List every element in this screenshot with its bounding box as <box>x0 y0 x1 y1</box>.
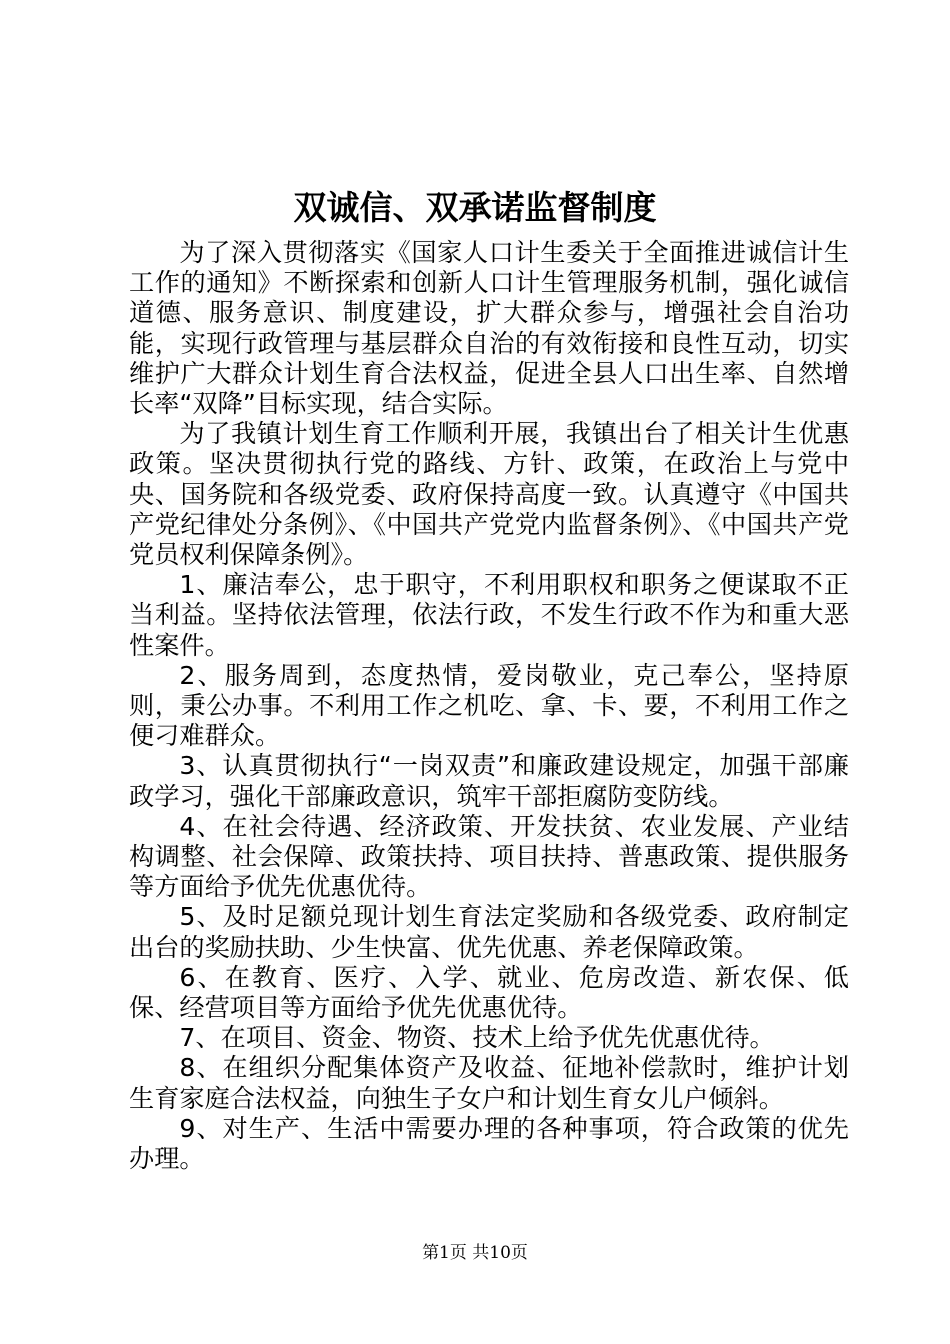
paragraph-item-5: 5、及时足额兑现计划生育法定奖励和各级党委、政府制定出台的奖励扶助、少生快富、优先优惠、养老保障政策。 <box>129 902 849 962</box>
paragraph-item-8: 8、在组织分配集体资产及收益、征地补偿款时，维护计划生育家庭合法权益，向独生子女户和计划生育女儿户倾斜。 <box>129 1053 849 1113</box>
document-title: 双诚信、双承诺监督制度 <box>293 188 657 227</box>
paragraph-item-7: 7、在项目、资金、物资、技术上给予优先优惠优待。 <box>179 1023 775 1053</box>
paragraph-intro: 为了深入贯彻落实《国家人口计生委关于全面推进诚信计生工作的通知》不断探索和创新人口计生管理服务机制，强化诚信道德、服务意识、制度建设，扩大群众参与，增强社会自治功能，实现行政管理与基层群众自治的有效衔接和良性互动，切实维护广大群众计划生育合法权益，促进全县人口出生率、自然增长率“双降”目标实现，结合实际。 <box>129 238 849 419</box>
paragraph-policy: 为了我镇计划生育工作顺利开展，我镇出台了相关计生优惠政策。坚决贯彻执行党的路线、方针、政策，在政治上与党中央、国务院和各级党委、政府保持高度一致。认真遵守《中国共产党纪律处分条例》、《中国共产党党内监督条例》、《中国共产党党员权利保障条例》。 <box>129 419 849 570</box>
document-body <box>129 238 849 1174</box>
paragraph-item-4: 4、在社会待遇、经济政策、开发扶贫、农业发展、产业结构调整、社会保障、政策扶持、项目扶持、普惠政策、提供服务等方面给予优先优惠优待。 <box>129 811 849 902</box>
paragraph-item-3: 3、认真贯彻执行“一岗双责”和廉政建设规定，加强干部廉政学习，强化干部廉政意识，筑牢干部拒腐防变防线。 <box>129 751 849 811</box>
paragraph-item-9: 9、对生产、生活中需要办理的各种事项，符合政策的优先办理。 <box>129 1113 849 1174</box>
paragraph-item-2: 2、服务周到，态度热情，爱岗敬业，克己奉公，坚持原则，秉公办事。不利用工作之机吃、拿、卡、要，不利用工作之便刁难群众。 <box>129 660 849 751</box>
paragraph-item-6: 6、在教育、医疗、入学、就业、危房改造、新农保、低保、经营项目等方面给予优先优惠优待。 <box>129 962 849 1023</box>
page-number-footer: 第1页 共10页 <box>422 1243 528 1263</box>
paragraph-item-1: 1、廉洁奉公，忠于职守，不利用职权和职务之便谋取不正当利益。坚持依法管理，依法行政，不发生行政不作为和重大恶性案件。 <box>129 570 849 660</box>
